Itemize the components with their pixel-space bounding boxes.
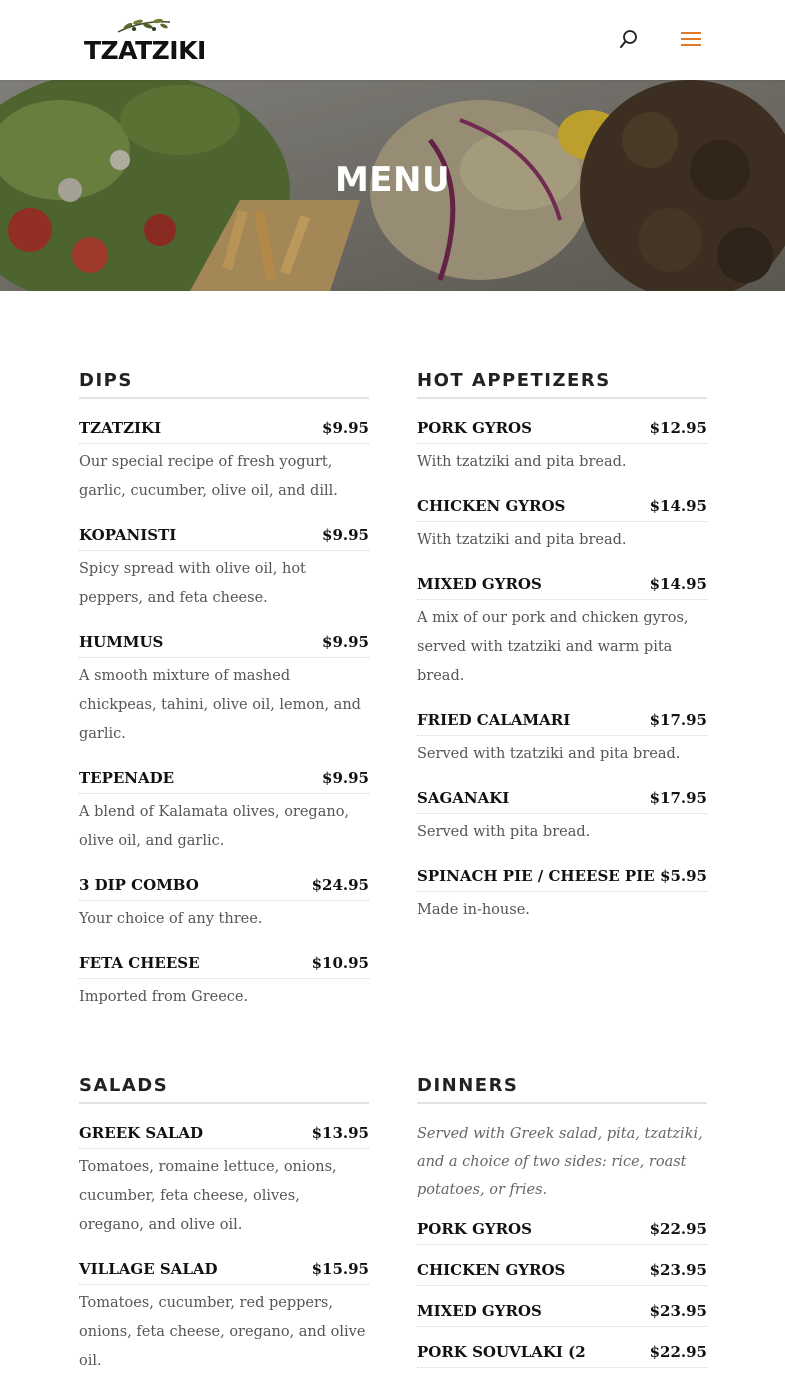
menu-item bbox=[79, 876, 369, 934]
logo-text: TZATZIKI bbox=[84, 36, 206, 65]
item-price: $9.95 bbox=[322, 526, 369, 544]
menu-item bbox=[79, 769, 369, 856]
search-icon[interactable] bbox=[618, 28, 640, 50]
item-name: PORK SOUVLAKI (2 bbox=[417, 1343, 586, 1361]
item-price: $5.95 bbox=[660, 867, 707, 885]
item-price: $9.95 bbox=[322, 769, 369, 787]
item-name: CHICKEN GYROS bbox=[417, 497, 566, 515]
item-price: $22.95 bbox=[649, 1343, 707, 1361]
item-description: Tomatoes, romaine lettuce, onions, cucumber, feta cheese, olives, oregano, and olive oil. bbox=[79, 1159, 337, 1233]
item-name: KOPANISTI bbox=[79, 526, 177, 544]
item-name: VILLAGE SALAD bbox=[79, 1260, 218, 1278]
menu-item bbox=[417, 419, 707, 477]
item-price: $15.95 bbox=[311, 1260, 369, 1278]
item-price: $10.95 bbox=[311, 954, 369, 972]
item-description: Imported from Greece. bbox=[79, 989, 249, 1005]
item-name: SAGANAKI bbox=[417, 789, 510, 807]
item-name: CHICKEN GYROS bbox=[417, 1261, 566, 1279]
item-name: PORK GYROS bbox=[417, 1220, 532, 1238]
item-price: $14.95 bbox=[649, 575, 707, 593]
section-dinners bbox=[417, 1075, 707, 1368]
item-price: $23.95 bbox=[649, 1261, 707, 1279]
item-price: $17.95 bbox=[649, 789, 707, 807]
menu-item bbox=[417, 1302, 707, 1327]
item-description: Made in-house. bbox=[417, 902, 530, 918]
menu-item bbox=[79, 419, 369, 506]
item-price: $22.95 bbox=[649, 1220, 707, 1238]
item-description: Served with pita bread. bbox=[417, 824, 591, 840]
item-price: $9.95 bbox=[322, 633, 369, 651]
item-price: $9.95 bbox=[322, 419, 369, 437]
hero-banner bbox=[0, 80, 785, 291]
site-header bbox=[0, 0, 785, 80]
item-description: A smooth mixture of mashed chickpeas, tahini, olive oil, lemon, and garlic. bbox=[79, 668, 361, 742]
item-description: Served with tzatziki and pita bread. bbox=[417, 746, 681, 762]
item-description: With tzatziki and pita bread. bbox=[417, 454, 627, 470]
section-title-salads: SALADS bbox=[79, 1075, 369, 1104]
menu-item bbox=[79, 526, 369, 613]
item-name: FETA CHEESE bbox=[79, 954, 200, 972]
item-price: $14.95 bbox=[649, 497, 707, 515]
menu-item bbox=[79, 633, 369, 749]
item-description: Spicy spread with olive oil, hot peppers, and feta cheese. bbox=[79, 561, 306, 606]
item-price: $24.95 bbox=[311, 876, 369, 894]
menu-item bbox=[417, 1220, 707, 1245]
item-name: PORK GYROS bbox=[417, 419, 532, 437]
menu-item bbox=[417, 1343, 707, 1368]
item-name: 3 DIP COMBO bbox=[79, 876, 199, 894]
item-description: A blend of Kalamata olives, oregano, olive oil, and garlic. bbox=[79, 804, 350, 849]
olive-branch-icon bbox=[114, 16, 174, 36]
menu-item bbox=[79, 1260, 369, 1376]
item-description: With tzatziki and pita bread. bbox=[417, 532, 627, 548]
section-title-hot-appetizers: HOT APPETIZERS bbox=[417, 370, 707, 399]
item-name: FRIED CALAMARI bbox=[417, 711, 571, 729]
item-name: TZATZIKI bbox=[79, 419, 162, 437]
menu-item bbox=[417, 789, 707, 847]
section-salads bbox=[79, 1075, 369, 1376]
item-price: $17.95 bbox=[649, 711, 707, 729]
section-note: Served with Greek salad, pita, tzatziki, and a choice of two sides: rice, roast potatoes, or fries. bbox=[417, 1126, 703, 1198]
site-logo[interactable] bbox=[84, 16, 204, 66]
item-description: Your choice of any three. bbox=[79, 911, 263, 927]
page-title: MENU bbox=[334, 160, 451, 200]
menu-item bbox=[417, 575, 707, 691]
section-title-dinners: DINNERS bbox=[417, 1075, 707, 1104]
menu-item bbox=[417, 497, 707, 555]
item-price: $23.95 bbox=[649, 1302, 707, 1320]
menu-item bbox=[79, 954, 369, 1012]
item-description: Our special recipe of fresh yogurt, garlic, cucumber, olive oil, and dill. bbox=[79, 454, 338, 499]
item-name: SPINACH PIE / CHEESE PIE bbox=[417, 867, 655, 885]
menu-item bbox=[417, 1261, 707, 1286]
section-dips bbox=[79, 370, 369, 1012]
menu-item bbox=[417, 867, 707, 925]
section-hot-appetizers bbox=[417, 370, 707, 925]
item-name: TEPENADE bbox=[79, 769, 175, 787]
item-name: MIXED GYROS bbox=[417, 575, 542, 593]
menu-item bbox=[79, 1124, 369, 1240]
item-name: MIXED GYROS bbox=[417, 1302, 542, 1320]
item-name: HUMMUS bbox=[79, 633, 164, 651]
section-title-dips: DIPS bbox=[79, 370, 369, 399]
item-price: $12.95 bbox=[649, 419, 707, 437]
item-description: Tomatoes, cucumber, red peppers, onions, feta cheese, oregano, and olive oil. bbox=[79, 1295, 366, 1369]
menu-item bbox=[417, 711, 707, 769]
item-description: A mix of our pork and chicken gyros, served with tzatziki and warm pita bread. bbox=[417, 610, 689, 684]
item-price: $13.95 bbox=[311, 1124, 369, 1142]
item-name: GREEK SALAD bbox=[79, 1124, 204, 1142]
hamburger-menu-icon[interactable] bbox=[679, 29, 703, 49]
